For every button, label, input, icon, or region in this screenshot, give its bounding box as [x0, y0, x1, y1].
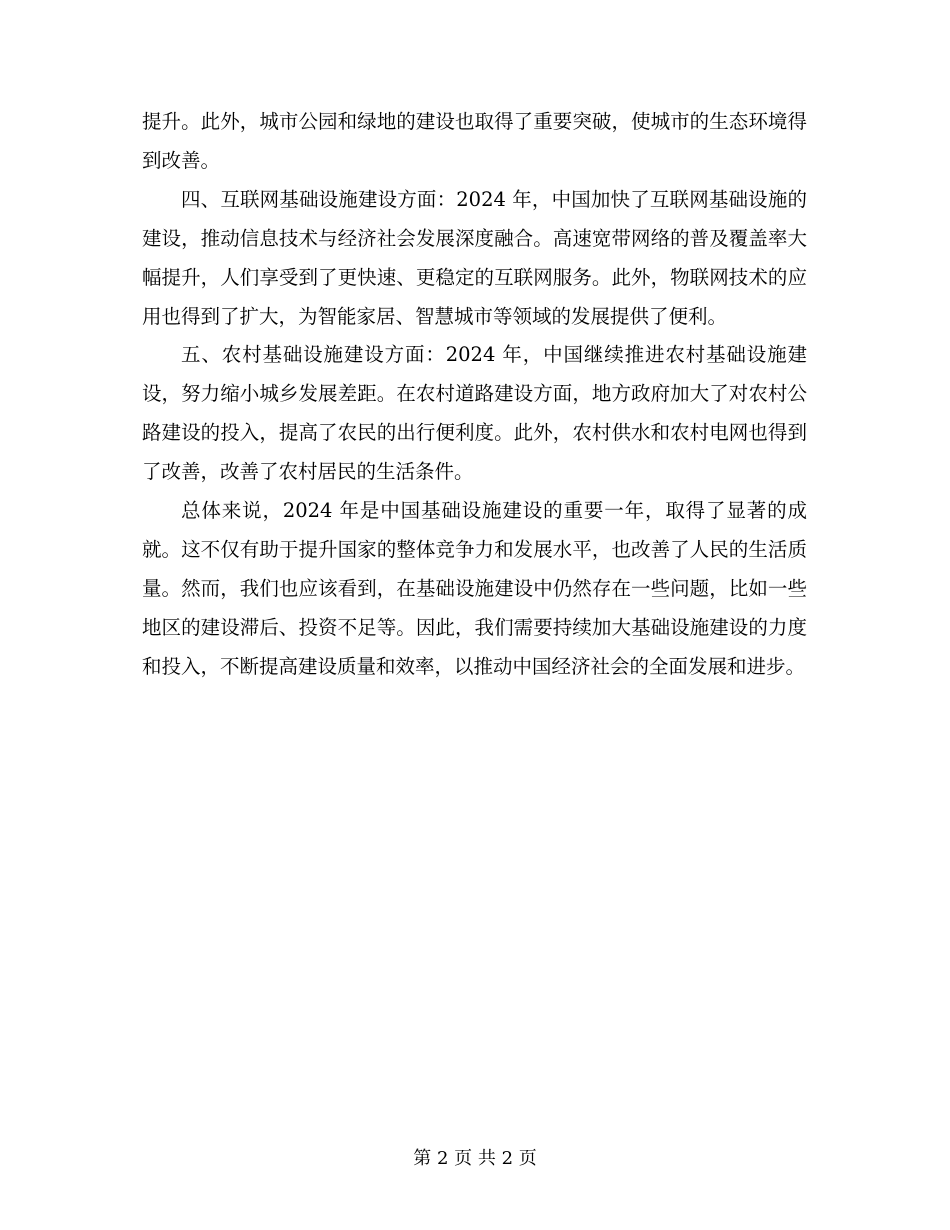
paragraph-rural-infrastructure: 五、农村基础设施建设方面：2024 年，中国继续推进农村基础设施建设，努力缩小城乡发展差距。在农村道路建设方面，地方政府加大了对农村公路建设的投入，提高了农民的出行便利度。此外，农村供水和农村电网也得到了改善，改善了农村居民的生活条件。 [142, 343, 807, 484]
paragraph-internet-infrastructure: 四、互联网基础设施建设方面：2024 年，中国加快了互联网基础设施的建设，推动信息技术与经济社会发展深度融合。高速宽带网络的普及覆盖率大幅提升，人们享受到了更快速、更稳定的互联网服务。此外，物联网技术的应用也得到了扩大，为智能家居、智慧城市等领域的发展提供了便利。 [142, 187, 807, 328]
paragraph-continued: 提升。此外，城市公园和绿地的建设也取得了重要突破，使城市的生态环境得到改善。 [142, 110, 807, 172]
page-footer: 第 2 页 共 2 页 [413, 1148, 537, 1169]
document-body [142, 103, 807, 687]
paragraph-conclusion: 总体来说，2024 年是中国基础设施建设的重要一年，取得了显著的成就。这不仅有助于提升国家的整体竞争力和发展水平，也改善了人民的生活质量。然而，我们也应该看到，在基础设施建设中仍然存在一些问题，比如一些地区的建设滞后、投资不足等。因此，我们需要持续加大基础设施建设的力度和投入，不断提高建设质量和效率，以推动中国经济社会的全面发展和进步。 [142, 499, 807, 678]
